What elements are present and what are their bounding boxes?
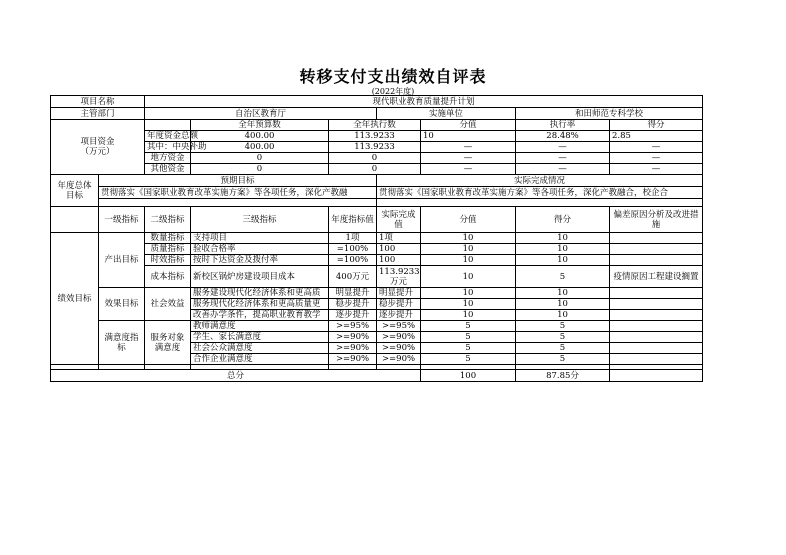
dept-label: 主管部门 — [51, 108, 145, 120]
funds-row-score-value: — — [421, 164, 516, 175]
service-satisfaction-label: 服务对象 满意度 — [145, 321, 191, 365]
goal-expected-text: 贯彻落实《国家职业教育改革实施方案》等各项任务，深化产教融 — [99, 187, 377, 199]
perf-row-note — [610, 321, 703, 332]
dept-value: 自治区教育厅 — [145, 108, 377, 120]
perf-row-score: 10 — [516, 288, 610, 299]
total-score: 87.85分 — [516, 370, 610, 382]
perf-row-note — [610, 233, 703, 244]
funds-row-name: 地方资金 — [145, 153, 191, 164]
project-name-label: 项目名称 — [51, 96, 145, 108]
perf-row-target: 稳步提升 — [329, 299, 377, 310]
perf-row-l3: 服务现代化经济体系和更高质量更 — [191, 299, 329, 310]
perf-row-value: 5 — [421, 354, 516, 365]
social-benefit-label: 社会效益 — [145, 288, 191, 321]
perf-row-target: >=90% — [329, 332, 377, 343]
perf-row-actual: 稳步提升 — [377, 299, 421, 310]
funds-row-rate: 28.48% — [516, 131, 610, 142]
page-subtitle: (2022年度) — [371, 87, 415, 96]
funds-row-exec: 0 — [329, 164, 421, 175]
perf-row-note — [610, 332, 703, 343]
funds-row-exec: 113.9233 — [329, 142, 421, 153]
funds-row-score: 2.85 — [610, 131, 703, 142]
perf-row-note — [610, 299, 703, 310]
perf-row-actual: >=90% — [377, 343, 421, 354]
funds-row-budget: 400.00 — [191, 131, 329, 142]
impl-unit-value: 和田师范专科学校 — [516, 108, 703, 120]
perf-header-actual: 实际完成值 — [377, 207, 421, 233]
funds-row-budget: 400.00 — [191, 142, 329, 153]
perf-header-l2: 二级指标 — [145, 207, 191, 233]
perf-row-value: 10 — [421, 244, 516, 255]
funds-row-score: — — [610, 153, 703, 164]
perf-row-target: >=90% — [329, 343, 377, 354]
perf-row-l3: 教师满意度 — [191, 321, 329, 332]
perf-row-target: 明显提升 — [329, 288, 377, 299]
perf-row-value: 10 — [421, 299, 516, 310]
goal-actual-label: 实际完成情况 — [377, 175, 703, 187]
perf-row-note — [610, 244, 703, 255]
perf-row-value: 5 — [421, 321, 516, 332]
perf-row-target: =100% — [329, 244, 377, 255]
perf-row-target: =100% — [329, 255, 377, 266]
goal-expected-label: 预期目标 — [99, 175, 377, 187]
perf-row-actual: 113.9233万元 — [377, 266, 421, 288]
perf-row-note — [610, 343, 703, 354]
perf-row-note — [610, 310, 703, 321]
perf-row-actual: >=95% — [377, 321, 421, 332]
perf-row-actual: 100 — [377, 255, 421, 266]
perf-header-score: 得分 — [516, 207, 610, 233]
funds-row-rate: — — [516, 142, 610, 153]
funds-header-score: 得分 — [610, 120, 703, 131]
funds-row-name: 年度资金总额 — [145, 131, 191, 142]
funds-row-score: — — [610, 164, 703, 175]
perf-row-value: 10 — [421, 233, 516, 244]
output-target-label: 产出目标 — [99, 233, 145, 288]
funds-row-score: — — [610, 142, 703, 153]
perf-row-actual: 1项 — [377, 233, 421, 244]
perf-row-score: 10 — [516, 255, 610, 266]
perf-row-score: 10 — [516, 244, 610, 255]
perf-header-target: 年度指标值 — [329, 207, 377, 233]
perf-row-actual: >=90% — [377, 354, 421, 365]
perf-row-l3: 新校区锅炉房建设项目成本 — [191, 266, 329, 288]
perf-row-actual: >=90% — [377, 332, 421, 343]
funds-header-exec: 全年执行数 — [329, 120, 421, 131]
funds-label: 项目资金 （万元） — [51, 120, 145, 175]
perf-row-l3: 验收合格率 — [191, 244, 329, 255]
funds-row-budget: 0 — [191, 153, 329, 164]
perf-row-score: 10 — [516, 310, 610, 321]
perf-row-actual: 100 — [377, 244, 421, 255]
perf-label: 绩效目标 — [51, 233, 99, 365]
perf-row-score: 5 — [516, 343, 610, 354]
perf-row-value: 5 — [421, 343, 516, 354]
perf-row-actual: 逐步提升 — [377, 310, 421, 321]
total-value: 100 — [421, 370, 516, 382]
funds-row-rate: — — [516, 153, 610, 164]
funds-header-score-value: 分值 — [421, 120, 516, 131]
perf-row-value: 5 — [421, 332, 516, 343]
funds-row-score-value: — — [421, 142, 516, 153]
perf-row-score: 10 — [516, 233, 610, 244]
perf-header-value: 分值 — [421, 207, 516, 233]
satisfaction-label: 满意度指 标 — [99, 321, 145, 365]
perf-row-value: 10 — [421, 310, 516, 321]
perf-row-l3: 按时下达资金及拨付率 — [191, 255, 329, 266]
funds-row-name: 其他资金 — [145, 164, 191, 175]
perf-row-l3: 服务建设现代化经济体系和更高质 — [191, 288, 329, 299]
perf-row-score: 5 — [516, 321, 610, 332]
perf-row-l3: 学生、家长满意度 — [191, 332, 329, 343]
perf-header-l3: 三级指标 — [191, 207, 329, 233]
perf-row-l2: 成本指标 — [145, 266, 191, 288]
perf-row-target: 1项 — [329, 233, 377, 244]
perf-row-l2: 时效指标 — [145, 255, 191, 266]
funds-row-score-value: — — [421, 153, 516, 164]
impl-unit-label: 实施单位 — [377, 108, 516, 120]
goal-actual-text: 贯彻落实《国家职业教育改革实施方案》等各项任务，深化产教融合，校企合 — [377, 187, 703, 199]
perf-row-note — [610, 288, 703, 299]
perf-row-l3: 社会公众满意度 — [191, 343, 329, 354]
funds-row-exec: 113.9233 — [329, 131, 421, 142]
evaluation-table — [50, 95, 703, 382]
funds-row-rate: — — [516, 164, 610, 175]
funds-row-name: 其中：中央补助 — [145, 142, 191, 153]
perf-row-note — [610, 354, 703, 365]
perf-row-score: 5 — [516, 266, 610, 288]
perf-row-value: 10 — [421, 288, 516, 299]
funds-header-budget: 全年预算数 — [191, 120, 329, 131]
goal-label: 年度总体 目标 — [51, 175, 99, 207]
perf-row-actual: 明显提升 — [377, 288, 421, 299]
perf-header-note: 偏差原因分析及改进措施 — [610, 207, 703, 233]
perf-row-target: 逐步提升 — [329, 310, 377, 321]
perf-row-score: 5 — [516, 332, 610, 343]
effect-target-label: 效果目标 — [99, 288, 145, 321]
perf-row-l3: 合作企业满意度 — [191, 354, 329, 365]
perf-row-l2: 数量指标 — [145, 233, 191, 244]
perf-row-score: 10 — [516, 299, 610, 310]
perf-row-l3: 改善办学条件，提高职业教育教学 — [191, 310, 329, 321]
perf-row-l2: 质量指标 — [145, 244, 191, 255]
perf-row-score: 5 — [516, 354, 610, 365]
perf-row-l3: 支持项目 — [191, 233, 329, 244]
perf-row-target: 400万元 — [329, 266, 377, 288]
perf-row-target: >=90% — [329, 354, 377, 365]
funds-row-exec: 0 — [329, 153, 421, 164]
perf-row-target: >=95% — [329, 321, 377, 332]
perf-header-l1: 一级指标 — [99, 207, 145, 233]
funds-row-budget: 0 — [191, 164, 329, 175]
perf-row-note — [610, 255, 703, 266]
funds-header-rate: 执行率 — [516, 120, 610, 131]
funds-row-score-value: 10 — [421, 131, 516, 142]
project-name-value: 现代职业教育质量提升计划 — [145, 96, 703, 108]
perf-row-note: 疫情原因工程建设搁置 — [610, 266, 703, 288]
perf-row-value: 10 — [421, 255, 516, 266]
page-title: 转移支付支出绩效自评表 — [299, 67, 487, 86]
total-label: 总分 — [51, 370, 421, 382]
perf-row-value: 10 — [421, 266, 516, 288]
